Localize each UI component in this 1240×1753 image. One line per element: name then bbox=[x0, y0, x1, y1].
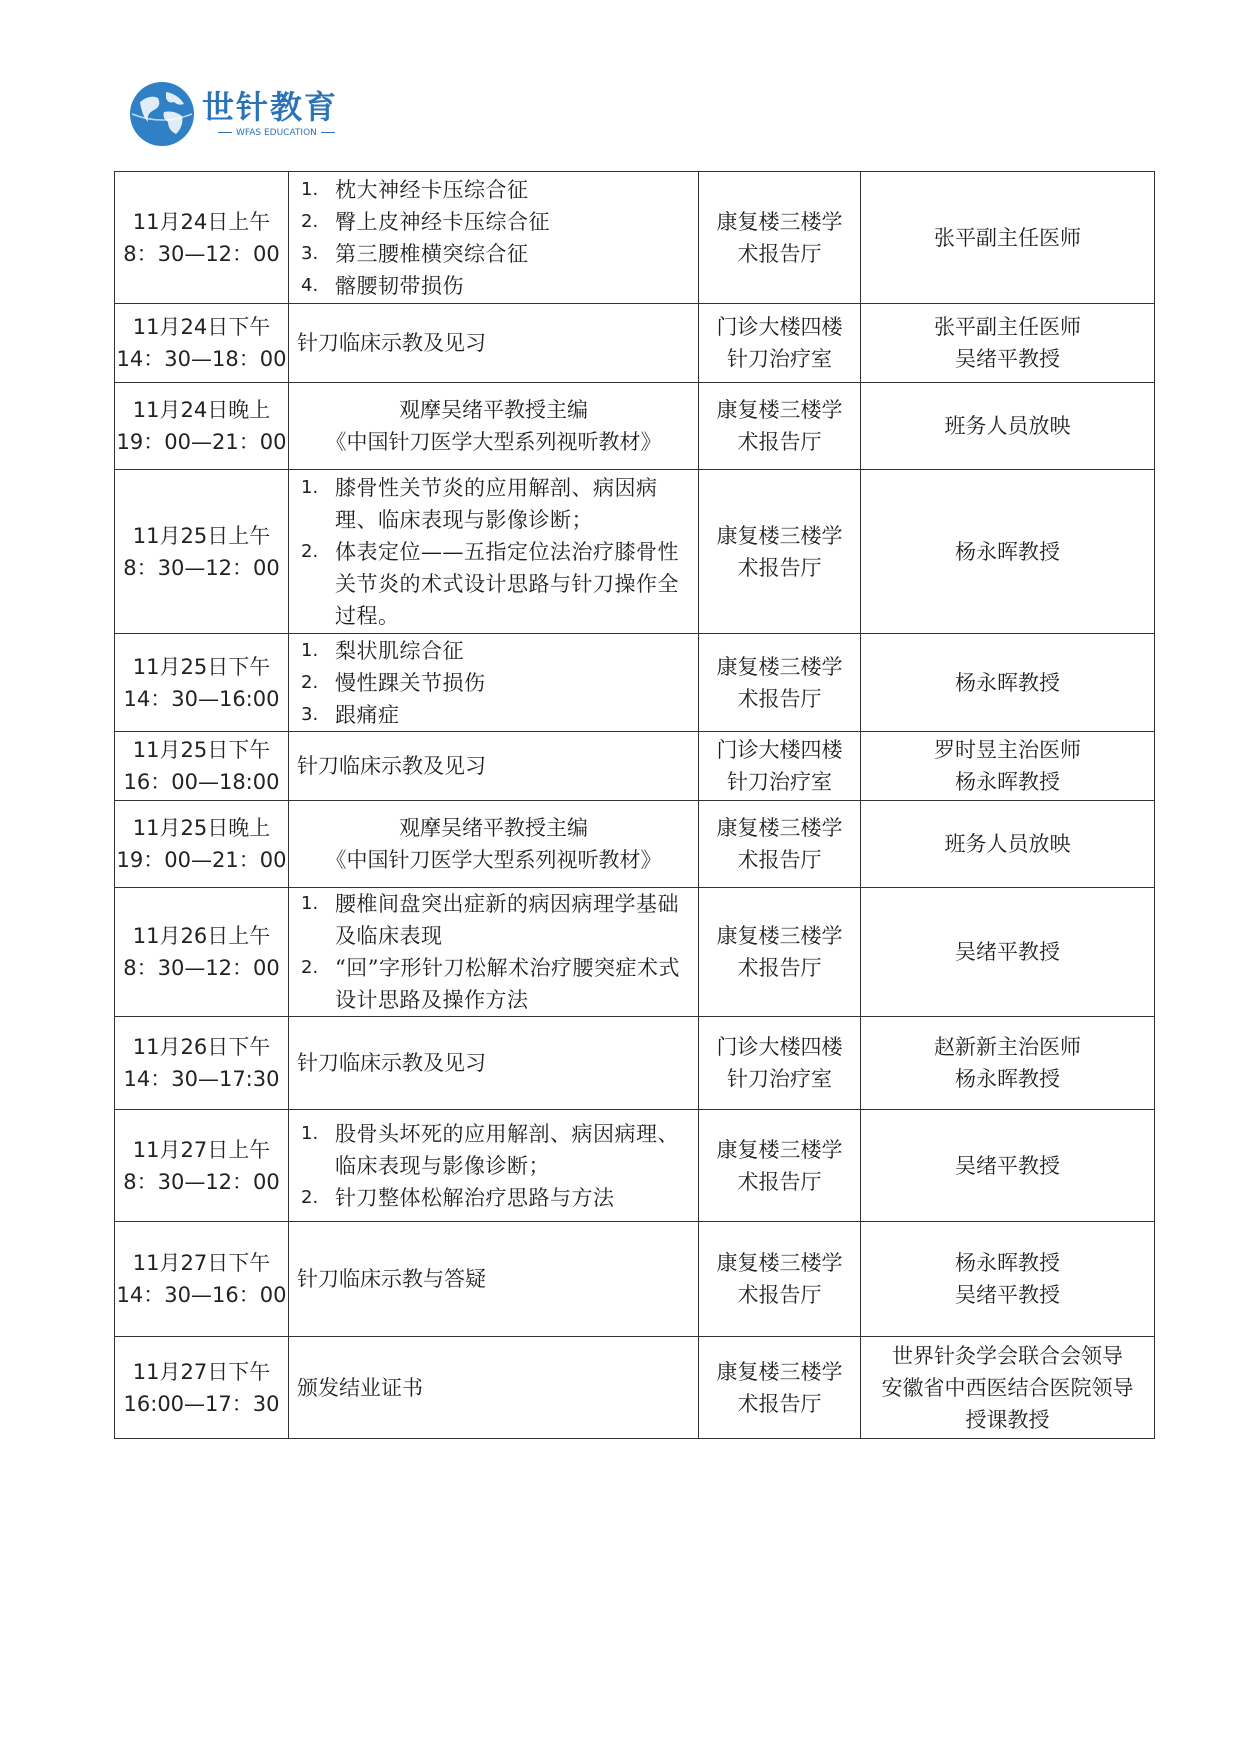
place-cell: 康复楼三楼学 术报告厅 bbox=[699, 801, 861, 888]
table-row bbox=[115, 1017, 1155, 1110]
place-cell: 康复楼三楼学 术报告厅 bbox=[699, 634, 861, 732]
content-cell: 观摩吴绪平教授主编 《中国针刀医学大型系列视听教材》 bbox=[289, 383, 699, 470]
place-cell: 门诊大楼四楼 针刀治疗室 bbox=[699, 304, 861, 383]
time-cell: 11月27日下午 16:00—17：30 bbox=[115, 1337, 289, 1439]
time-cell: 11月26日上午 8：30—12：00 bbox=[115, 888, 289, 1017]
table-row bbox=[115, 1337, 1155, 1439]
time-cell: 11月27日下午 14：30—16：00 bbox=[115, 1222, 289, 1337]
teacher-cell: 罗时昱主治医师 杨永晖教授 bbox=[861, 732, 1155, 801]
content-cell: 1. 梨状肌综合征 2. 慢性踝关节损伤 3. 跟痛症 bbox=[289, 634, 699, 732]
place-cell: 门诊大楼四楼 针刀治疗室 bbox=[699, 1017, 861, 1110]
content-cell: 1. 股骨头坏死的应用解剖、病因病理、临床表现与影像诊断； 2. 针刀整体松解治疗思路与方法 bbox=[289, 1110, 699, 1222]
table-row bbox=[115, 888, 1155, 1017]
time-cell: 11月24日上午 8：30—12：00 bbox=[115, 172, 289, 304]
logo-subtitle: WFAS EDUCATION bbox=[214, 128, 339, 138]
teacher-cell: 杨永晖教授 bbox=[861, 634, 1155, 732]
content-cell: 1. 枕大神经卡压综合征 2. 臀上皮神经卡压综合征 3. 第三腰椎横突综合征 4. 髂腰韧带损伤 bbox=[289, 172, 699, 304]
table-row bbox=[115, 304, 1155, 383]
content-cell: 针刀临床示教及见习 bbox=[289, 304, 699, 383]
time-cell: 11月25日晚上 19：00—21：00 bbox=[115, 801, 289, 888]
content-cell: 颁发结业证书 bbox=[289, 1337, 699, 1439]
teacher-cell: 杨永晖教授 吴绪平教授 bbox=[861, 1222, 1155, 1337]
place-cell: 康复楼三楼学 术报告厅 bbox=[699, 172, 861, 304]
content-cell: 观摩吴绪平教授主编 《中国针刀医学大型系列视听教材》 bbox=[289, 801, 699, 888]
time-cell: 11月27日上午 8：30—12：00 bbox=[115, 1110, 289, 1222]
place-cell: 康复楼三楼学 术报告厅 bbox=[699, 1337, 861, 1439]
time-cell: 11月25日下午 14：30—16:00 bbox=[115, 634, 289, 732]
teacher-cell: 班务人员放映 bbox=[861, 383, 1155, 470]
content-cell: 1. 膝骨性关节炎的应用解剖、病因病理、临床表现与影像诊断； 2. 体表定位——五指定位法治疗膝骨性关节炎的术式设计思路与针刀操作全过程。 bbox=[289, 470, 699, 634]
content-cell: 针刀临床示教及见习 bbox=[289, 1017, 699, 1110]
content-cell: 针刀临床示教与答疑 bbox=[289, 1222, 699, 1337]
teacher-cell: 班务人员放映 bbox=[861, 801, 1155, 888]
teacher-cell: 赵新新主治医师 杨永晖教授 bbox=[861, 1017, 1155, 1110]
globe-icon bbox=[128, 80, 196, 148]
content-cell: 针刀临床示教及见习 bbox=[289, 732, 699, 801]
table-row bbox=[115, 172, 1155, 304]
schedule-table bbox=[114, 171, 1155, 1439]
place-cell: 康复楼三楼学 术报告厅 bbox=[699, 1222, 861, 1337]
time-cell: 11月24日晚上 19：00—21：00 bbox=[115, 383, 289, 470]
table-row bbox=[115, 1110, 1155, 1222]
place-cell: 康复楼三楼学 术报告厅 bbox=[699, 383, 861, 470]
place-cell: 门诊大楼四楼 针刀治疗室 bbox=[699, 732, 861, 801]
teacher-cell: 吴绪平教授 bbox=[861, 888, 1155, 1017]
teacher-cell: 世界针灸学会联合会领导 安徽省中西医结合医院领导 授课教授 bbox=[861, 1337, 1155, 1439]
table-row bbox=[115, 1222, 1155, 1337]
table-row bbox=[115, 801, 1155, 888]
teacher-cell: 吴绪平教授 bbox=[861, 1110, 1155, 1222]
teacher-cell: 张平副主任医师 吴绪平教授 bbox=[861, 304, 1155, 383]
logo-title: 世针教育 bbox=[202, 88, 339, 126]
content-cell: 1. 腰椎间盘突出症新的病因病理学基础及临床表现 2. “回”字形针刀松解术治疗腰突症术式设计思路及操作方法 bbox=[289, 888, 699, 1017]
place-cell: 康复楼三楼学 术报告厅 bbox=[699, 888, 861, 1017]
time-cell: 11月24日下午 14：30—18：00 bbox=[115, 304, 289, 383]
time-cell: 11月25日上午 8：30—12：00 bbox=[115, 470, 289, 634]
teacher-cell: 杨永晖教授 bbox=[861, 470, 1155, 634]
place-cell: 康复楼三楼学 术报告厅 bbox=[699, 470, 861, 634]
teacher-cell: 张平副主任医师 bbox=[861, 172, 1155, 304]
place-cell: 康复楼三楼学 术报告厅 bbox=[699, 1110, 861, 1222]
table-row bbox=[115, 383, 1155, 470]
time-cell: 11月26日下午 14：30—17:30 bbox=[115, 1017, 289, 1110]
table-row bbox=[115, 634, 1155, 732]
time-cell: 11月25日下午 16：00—18:00 bbox=[115, 732, 289, 801]
table-row bbox=[115, 470, 1155, 634]
table-row bbox=[115, 732, 1155, 801]
